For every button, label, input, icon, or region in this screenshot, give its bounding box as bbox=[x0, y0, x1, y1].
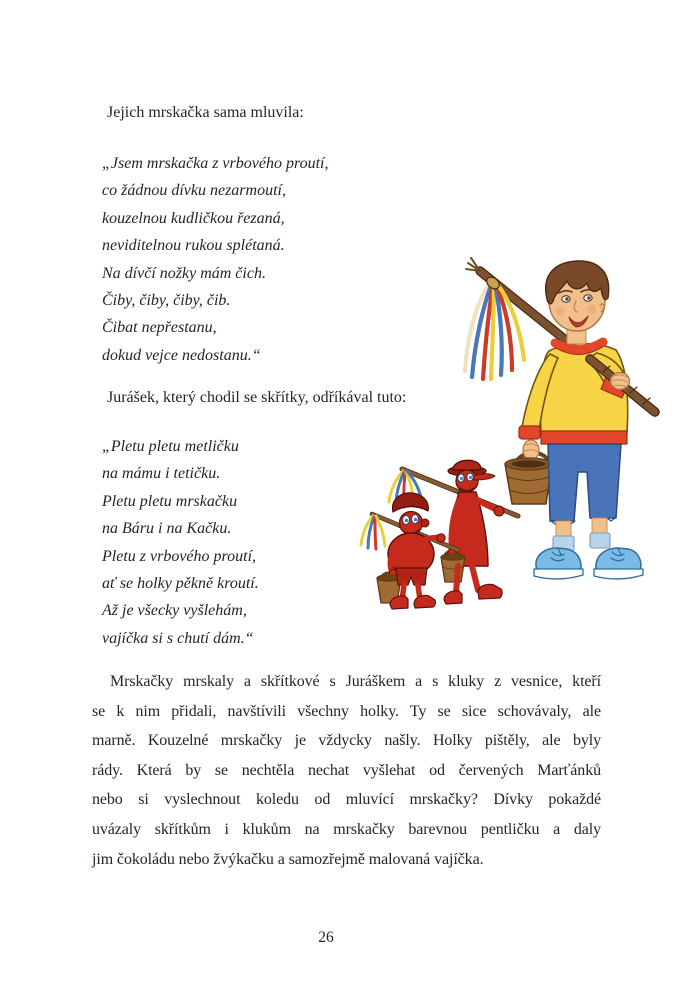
boy-right-hand bbox=[611, 373, 630, 390]
poem-line: Až je všecky vyšlehám, bbox=[102, 602, 247, 620]
boy-jeans bbox=[548, 444, 621, 521]
poem-line: co žádnou dívku nezarmoutí, bbox=[102, 182, 286, 200]
gnome-small-figure bbox=[361, 493, 458, 609]
gnome-small-ribbons bbox=[361, 516, 385, 549]
whip-twigs bbox=[466, 258, 480, 271]
poem-line: Pletu z vrbového proutí, bbox=[102, 547, 257, 565]
poem-line: Čibat nepřestanu, bbox=[102, 319, 217, 337]
paragraph-line: nebo si vyslechnout koledu od mluvící mrskačky? Dívky pokaždé bbox=[92, 791, 601, 809]
page-number: 26 bbox=[318, 929, 334, 946]
intro-line: Jejich mrskačka sama mluvila: bbox=[107, 104, 304, 121]
boy-shirt-hem bbox=[541, 431, 627, 444]
gnome-small-basket bbox=[377, 578, 401, 603]
paragraph-line: marně. Kouzelné mrskačky je vždycky našly. Holky pištěly, ale byly bbox=[92, 732, 601, 750]
gnome-large-ribbons bbox=[389, 471, 421, 507]
poem-line: Čiby, čiby, čiby, čib. bbox=[102, 292, 231, 310]
poem-line: Na dívčí nožky mám čich. bbox=[102, 264, 266, 282]
gnome-large-figure bbox=[389, 460, 518, 604]
poem-line: Pletu pletu mrskačku bbox=[102, 492, 238, 510]
paragraph-line: se k nim přidali, navštívili všechny holky. Ty se sice schovávaly, ale bbox=[92, 702, 601, 720]
boy-sneaker-left bbox=[536, 548, 581, 571]
poem-line: ať se holky pěkně kroutí. bbox=[102, 575, 259, 593]
narration-line: Jurášek, který chodil se skřítky, odříkával tuto: bbox=[107, 389, 407, 406]
paragraph-line: rády. Která by se nechtěla nechat vyšlehat od červených Marťánků bbox=[92, 761, 601, 779]
boy-nose bbox=[574, 301, 577, 312]
boy-ear bbox=[600, 304, 604, 312]
boy-basket-handle bbox=[514, 453, 551, 474]
boy-whip-ribbons bbox=[465, 282, 524, 379]
poem-1 bbox=[102, 150, 328, 369]
paragraph-line: Mrskačky mrskaly a skřítkové s Juráškem a s kluky z vesnice, kteří bbox=[110, 673, 601, 690]
closing-paragraph bbox=[92, 667, 601, 874]
boy-sock bbox=[553, 536, 574, 551]
boy-head bbox=[549, 271, 605, 331]
boy-neck bbox=[567, 326, 586, 344]
paragraph-line: jim čokoládu nebo žvýkačku a samozřejmě malovaná vajíčka. bbox=[92, 850, 484, 868]
boy-collar bbox=[555, 342, 603, 350]
gnome-large-basket bbox=[441, 557, 465, 582]
boy-shirt bbox=[540, 344, 627, 433]
poem-line: na Báru i na Kačku. bbox=[102, 520, 232, 538]
boy-hair bbox=[546, 261, 609, 304]
boy-basket bbox=[505, 464, 552, 504]
boy-figure bbox=[465, 258, 655, 579]
poem-2 bbox=[102, 433, 259, 652]
boy-sock bbox=[590, 533, 610, 548]
boy-left-hand bbox=[523, 440, 539, 460]
jeans-frayed-hem bbox=[551, 518, 615, 524]
paragraph-line: uvázaly skřítkům i klukům na mrskačky barevnou pentličku a daly bbox=[92, 820, 601, 838]
poem-line: kouzelnou kudličkou řezaná, bbox=[102, 209, 285, 227]
poem-line: neviditelnou rukou splétaná. bbox=[102, 237, 285, 255]
gnome-large-hat-brim bbox=[448, 466, 486, 476]
gnome-large-nose bbox=[473, 474, 495, 480]
poem-line: dokud vejce nedostanu.“ bbox=[102, 346, 261, 364]
gnome-small-beret bbox=[393, 493, 429, 512]
poem-line: na mámu i tetičku. bbox=[102, 465, 221, 483]
gnome-large-hat bbox=[453, 460, 481, 470]
ribbon-knot bbox=[484, 275, 501, 292]
gnome-small-shorts bbox=[396, 568, 427, 585]
gnome-small-body bbox=[388, 533, 434, 575]
boy-mouth bbox=[569, 316, 588, 327]
gnome-large-body bbox=[449, 492, 488, 566]
gnome-small-nose bbox=[421, 519, 429, 527]
poem-line: „Jsem mrskačka z vrbového proutí, bbox=[102, 155, 329, 172]
poem-line: „Pletu pletu metličku bbox=[102, 438, 239, 455]
poem-line: vajíčka si s chutí dám.“ bbox=[102, 629, 254, 647]
boy-sneaker-right bbox=[596, 548, 641, 571]
